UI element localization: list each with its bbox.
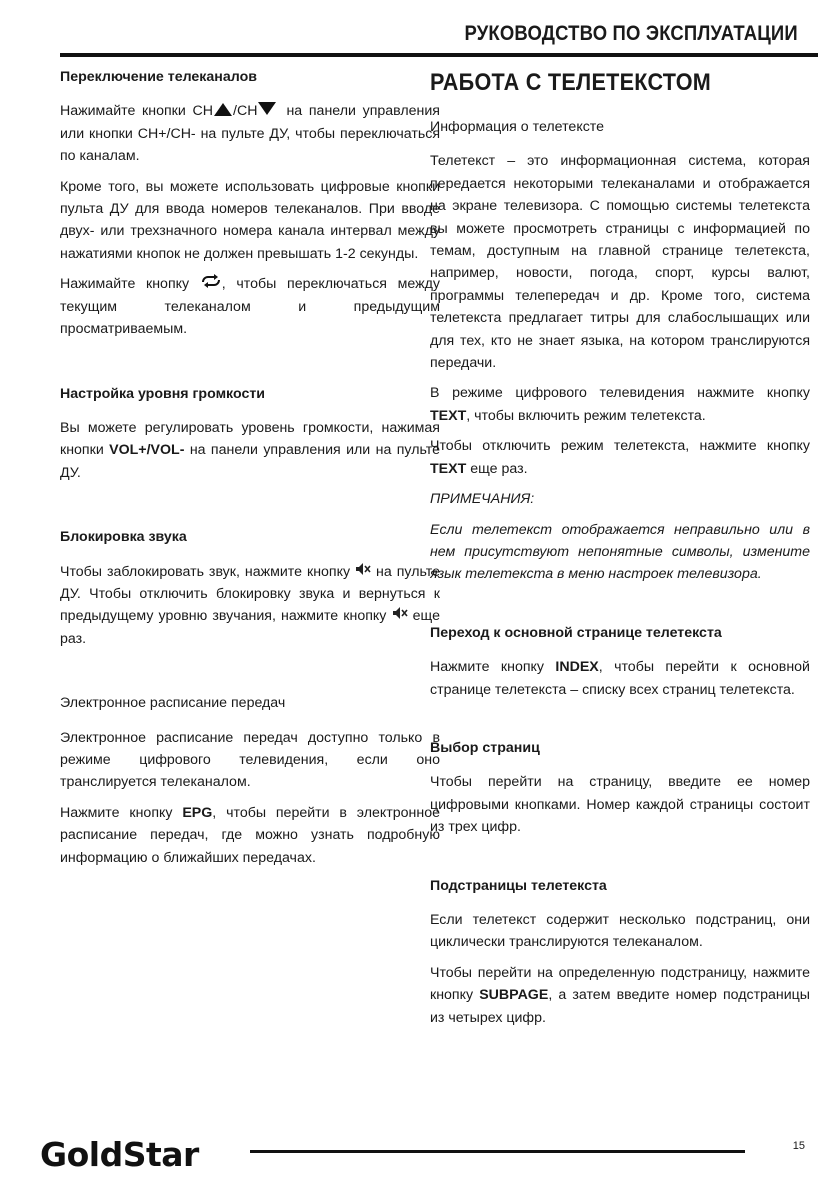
note-label: ПРИМЕЧАНИЯ: bbox=[430, 491, 535, 508]
paragraph: Кроме того, вы можете использовать цифровые кнопки пульта ДУ для ввода номеров телеканалов. При вводе двух- или трехзначного номера канала интервал между нажатиями кнопок не должен превышать 1-2 секунды. bbox=[60, 178, 440, 262]
arrow-up-icon bbox=[214, 103, 232, 116]
paragraph bbox=[430, 382, 810, 427]
keyword-index: INDEX bbox=[555, 659, 599, 676]
text: Чтобы перейти на определенную подстраницу, нажмите кнопку bbox=[430, 964, 810, 1004]
header-divider bbox=[60, 53, 818, 57]
text: Нажимайте кнопку bbox=[60, 276, 190, 293]
section-heading-teletext-info: Информация о телетексте bbox=[430, 119, 605, 135]
text: Нажмите кнопку bbox=[60, 804, 173, 821]
paragraph bbox=[60, 417, 440, 484]
return-channel-icon bbox=[200, 273, 222, 295]
brand-logo: GoldStar bbox=[40, 1135, 199, 1174]
keyword-text: TEXT bbox=[430, 407, 467, 424]
mute-icon bbox=[355, 561, 371, 583]
keyword-vol: VOL+/VOL- bbox=[109, 442, 185, 459]
text: В режиме цифрового телевидения нажмите кнопку bbox=[430, 385, 810, 402]
teletext-title: РАБОТА С ТЕЛЕТЕКСТОМ bbox=[430, 69, 712, 96]
text: на панели управления или на пульте ДУ. bbox=[60, 442, 440, 481]
text: , чтобы включить режим телетекста. bbox=[466, 407, 706, 424]
text: еще раз. bbox=[470, 460, 528, 477]
paragraph bbox=[60, 100, 440, 167]
paragraph: Чтобы перейти на страницу, введите ее номер цифровыми кнопками. Номер каждой страницы состоит из трех цифр. bbox=[430, 774, 810, 836]
section-heading-channel-switch: Переключение телеканалов bbox=[60, 69, 257, 85]
left-column bbox=[60, 66, 440, 877]
text: Чтобы заблокировать звук, нажмите кнопку bbox=[60, 563, 351, 580]
section-heading-epg: Электронное расписание передач bbox=[60, 695, 286, 712]
note-text: Если телетекст отображается неправильно или в нем присутствуют непонятные символы, измените язык телетекста в меню настроек телевизора. bbox=[430, 521, 810, 583]
text: на панели управления или кнопки CH+/CH- на пульте ДУ, чтобы переключаться по каналам. bbox=[60, 103, 440, 165]
mute-icon bbox=[392, 605, 408, 627]
paragraph: Электронное расписание передач доступно только в режиме цифрового телевидения, если оно транслируется телеканалом. bbox=[60, 729, 440, 791]
keyword-epg: EPG bbox=[182, 804, 213, 821]
text: , чтобы перейти к основной странице телетекста – списку всех страниц телетекста. bbox=[430, 659, 810, 698]
text: Чтобы отключить режим телетекста, нажмите кнопку bbox=[430, 438, 810, 455]
text: Вы можете регулировать уровень громкости, нажимая кнопки bbox=[60, 419, 440, 459]
section-heading-mute: Блокировка звука bbox=[60, 529, 187, 546]
footer-divider bbox=[250, 1150, 745, 1153]
text: , а затем введите номер подстраницы из четырех цифр. bbox=[430, 987, 810, 1026]
paragraph bbox=[60, 273, 440, 340]
arrow-down-icon bbox=[258, 102, 276, 115]
text: Нажмите кнопку bbox=[430, 659, 544, 676]
section-heading-index: Переход к основной странице телетекста bbox=[430, 624, 722, 641]
page-number: 15 bbox=[792, 1140, 805, 1152]
section-heading-volume: Настройка уровня громкости bbox=[60, 385, 266, 402]
text: , чтобы переключаться между текущим телеканалом и предыдущим просматриваемым. bbox=[60, 276, 440, 338]
section-heading-subpages: Подстраницы телетекста bbox=[430, 877, 607, 894]
keyword-text: TEXT bbox=[430, 460, 467, 477]
keyword-subpage: SUBPAGE bbox=[479, 987, 549, 1004]
text: Нажимайте кнопки СН bbox=[60, 103, 213, 120]
text: на пульте ДУ. Чтобы отключить блокировку звука и вернуться к предыдущему уровню звучания, нажмите кнопку bbox=[60, 563, 440, 625]
paragraph: Если телетекст содержит несколько подстраниц, они циклически транслируются телеканалом. bbox=[430, 911, 810, 951]
paragraph bbox=[430, 435, 810, 480]
paragraph: Телетекст – это информационная система, которая передается некоторыми телеканалами и отображается на экране телевизора. С помощью системы телетекста вы можете просмотреть страницы с информацией по темам, доступным на главной странице телетекста, например, новости, погода, спорт, курсы валют, программы телепередач и др. Кроме того, система телетекста предлагает титры для слабослышащих или для тех, кто не знает языка, на котором транслируются передачи. bbox=[430, 153, 810, 372]
text: еще раз. bbox=[60, 608, 440, 647]
section-heading-page-select: Выбор страниц bbox=[430, 739, 540, 756]
paragraph bbox=[60, 561, 440, 651]
paragraph bbox=[430, 962, 810, 1029]
paragraph bbox=[60, 802, 440, 869]
text: /СН bbox=[233, 103, 258, 120]
paragraph bbox=[430, 656, 810, 701]
text: , чтобы перейти в электронное расписание передач, где можно узнать подробную информацию о ближайших передачах. bbox=[60, 804, 440, 866]
right-column bbox=[430, 66, 810, 1037]
page-header-title: РУКОВОДСТВО ПО ЭКСПЛУАТАЦИИ bbox=[464, 22, 798, 45]
